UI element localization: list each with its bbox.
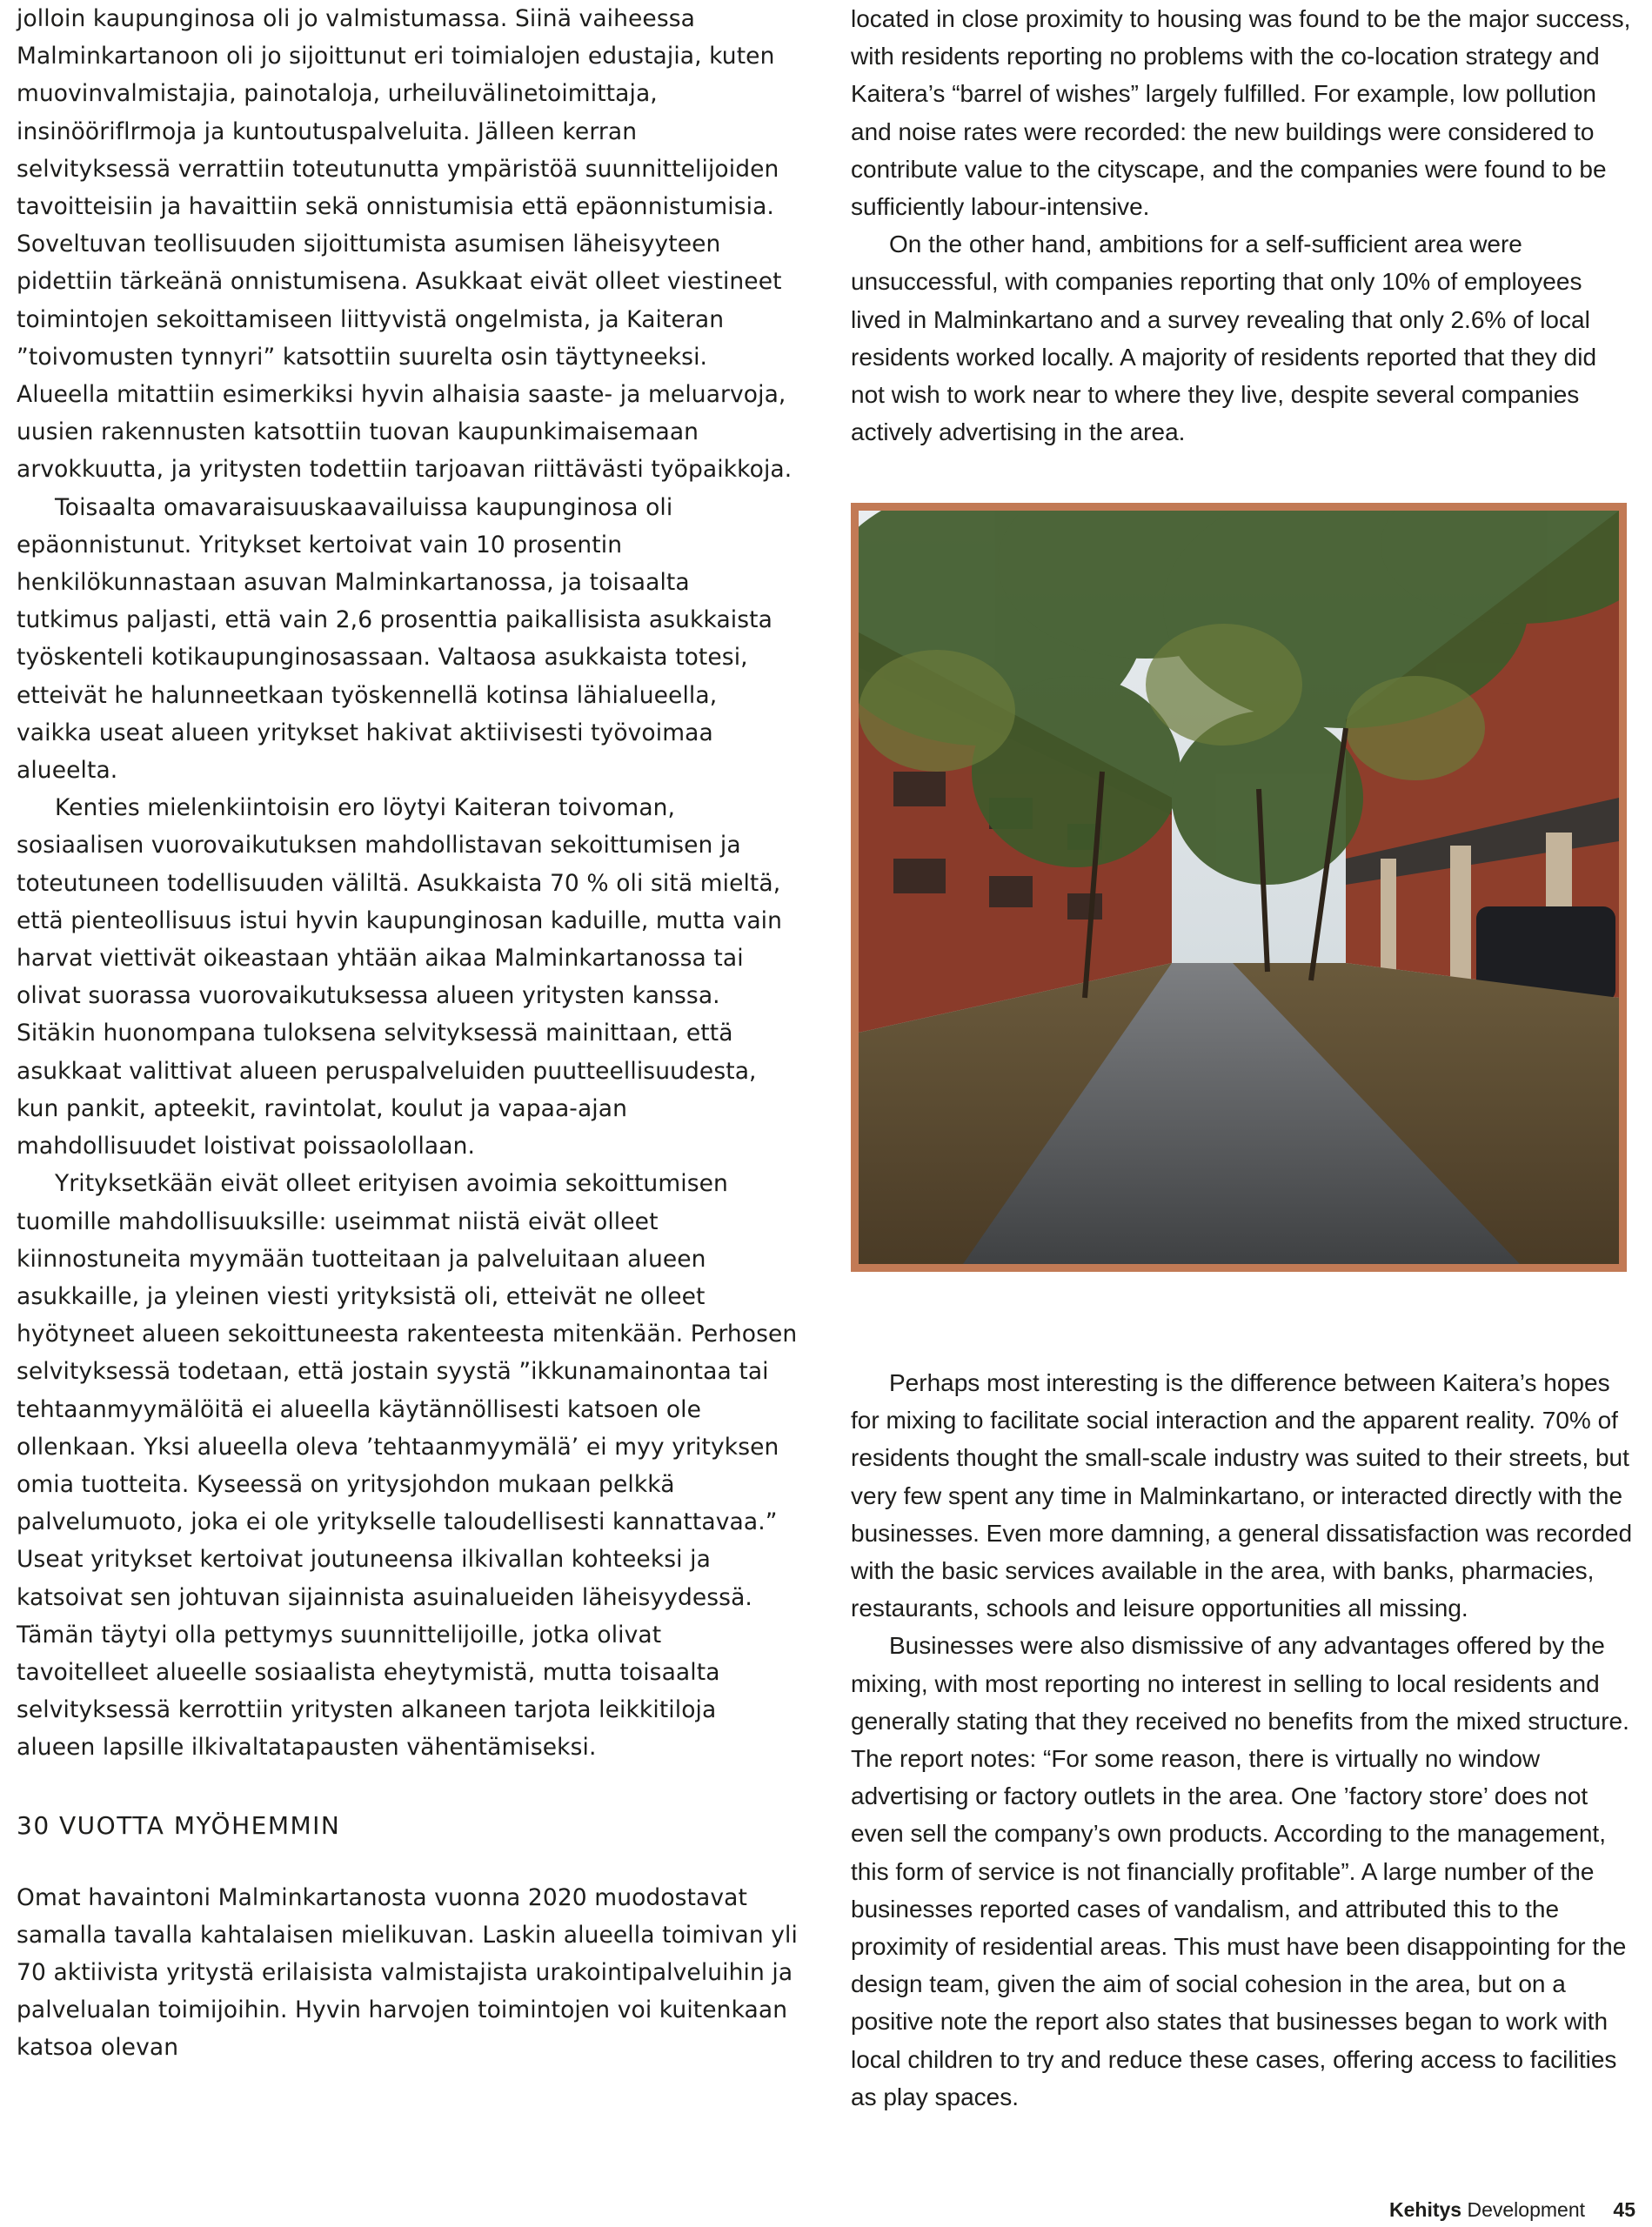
finnish-column	[17, 0, 798, 2067]
english-paragraph: On the other hand, ambitions for a self-sufficient area were unsuccessful, with companies reporting that only 10% of employees lived in Malminkartano and a survey revealing that only 2.6% of local residents worked locally. A majority of residents reported that they did not wish to work near to where they live, despite several companies actively advertising in the area.	[851, 231, 1597, 446]
finnish-paragraph: Kenties mielenkiintoisin ero löytyi Kaiteran toivoman, sosiaalisen vuorovaikutuksen mahdollistavan sekoittumisen ja toteutuneen todellisuuden väliltä. Asukkaista 70 % oli sitä mieltä, että pienteollisuus istui hyvin kaupunginosan kaduille, mutta vain harvat viettivät oikeastaan yhtään aikaa Malminkartanossa tai olivat suorassa vuorovaikutuksessa alueen yritysten kanssa. Sitäkin huonompana tuloksena selvityksessä mainittaan, että asukkaat valittivat alueen peruspalveluiden puutteellisuudesta, kun pankit, apteekit, ravintolat, koulut ja vapaa-ajan mahdollisuudet loistivat poissaolollaan.	[17, 794, 783, 1160]
english-paragraph: Businesses were also dismissive of any advantages offered by the mixing, with most reporting no interest in selling to local residents and generally stating that they received no benefits from the mixed structure. The report notes: “For some reason, there is virtually no window advertising or factory outlets in the area. One ’factory store’ does not even sell the company’s own products. According to the management, this form of service is not financially profitable”. A large number of the businesses reported cases of vandalism, and attributed this to the proximity of residential areas. This must have been disappointing for the design team, given the aim of social cohesion in the area, but on a positive note the report also states that businesses began to work with local children to try and reduce these cases, offering access to facilities as play spaces.	[851, 1632, 1629, 2110]
finnish-paragraph: Toisaalta omavaraisuuskaavailuissa kaupunginosa oli epäonnistunut. Yritykset kertoivat vain 10 prosentin henkilökunnastaan asuvan Malminkartanossa, ja toisaalta tutkimus paljasti, että vain 2,6 prosenttia paikallisista asukkaista työskenteli kotikaupunginosassaan. Valtaosa asukkaista totesi, etteivät he halunneetkaan työskennellä kotinsa lähialueella, vaikka useat alueen yritykset hakivat aktiivisesti työvoimaa alueelta.	[17, 493, 772, 785]
english-column-top	[851, 0, 1634, 451]
section-heading: 30 VUOTTA MYÖHEMMIN	[17, 1810, 341, 1840]
finnish-paragraph: Yrityksetkään eivät olleet erityisen avoimia sekoittumisen tuomille mahdollisuuksille: useimmat niistä eivät olleet kiinnostuneita myymään tuotteitaan ja palveluitaan alueen asukkaille, ja yleinen viesti yrityksistä oli, etteivät ne olleet hyötyneet alueen sekoittuneesta rakenteesta mitenkään. Perhosen selvityksessä todetaan, että jostain syystä ”ikkunamainontaa tai tehtaanmyymälöitä ei alueella käytännöllisesti katsoen ole ollenkaan. Yksi alueella oleva ’tehtaanmyymälä’ ei myy yrityksen omia tuotteita. Kyseessä on yritysjohdon mukaan pelkkä palvelumuoto, joka ei ole yritykselle taloudellisesti kannattavaa.” Useat yritykset kertoivat joutuneensa ilkivallan kohteeksi ja katsoivat sen johtuvan sijainnista asuinalueiden läheisyydessä. Tämän täytyi olla pettymys suunnittelijoille, jotka olivat tavoitelleet alueelle sosiaalista eheytymistä, mutta toisaalta selvityksessä kerrottiin yritysten alkaneen tarjota leikkitiloja alueen lapsille ilkivaltatapausten vähentämiseksi.	[17, 1170, 798, 1762]
finnish-paragraph: Omat havaintoni Malminkartanosta vuonna 2020 muodostavat samalla tavalla kahtalaisen mielikuvan. Laskin alueella toimivan yli 70 aktiivista yritystä erilaisista valmistajista urakointipalveluihin ja palvelualan toimijoihin. Hyvin harvojen toimintojen voi kuitenkaan katsoa olevan	[17, 1883, 798, 2062]
street-photo	[859, 511, 1619, 1264]
street-photo-frame	[851, 503, 1627, 1272]
english-column-bottom	[851, 1364, 1634, 2116]
finnish-paragraph: jolloin kaupunginosa oli jo valmistumassa. Siinä vaiheessa Malminkartanoon oli jo sijoittunut eri toimialojen edustajia, kuten muovinvalmistajia, painotaloja, urheiluvälinetoimittaja, insinööriflrmoja ja kuntoutuspalveluita. Jälleen kerran selvityksessä verrattiin toteutunutta ympäristöä suunnittelijoiden tavoitteisiin ja havaittiin sekä onnistumisia että epäonnistumisia. Soveltuvan teollisuuden sijoittumista asumisen läheisyyteen pidettiin tärkeänä onnistumisena. Asukkaat eivät olleet viestineet toimintojen sekoittamiseen liittyvistä ongelmista, ja Kaiteran ”toivomusten tynnyri” katsottiin suurelta osin täyttyneeksi. Alueella mitattiin esimerkiksi hyvin alhaisia saaste- ja meluarvoja, uusien rakennusten katsottiin tuovan kaupunkimaisemaan arvokkuutta, ja yritysten todettiin tarjoavan riittävästi työpaikkoja.	[17, 5, 793, 484]
english-paragraph: Perhaps most interesting is the difference between Kaitera’s hopes for mixing to facilitate social interaction and the apparent reality. 70% of residents thought the small-scale industry was suited to their streets, but very few spent any time in Malminkartano, or interacted directly with the businesses. Even more damning, a general dissatisfaction was recorded with the basic services available in the area, with banks, pharmacies, restaurants, schools and leisure opportunities all missing.	[851, 1369, 1633, 1622]
footer-magazine-finnish: Kehitys	[1389, 2198, 1462, 2221]
footer-magazine-english: Development	[1467, 2198, 1586, 2221]
page-number: 45	[1613, 2198, 1635, 2221]
page-footer	[1389, 2198, 1635, 2222]
english-paragraph: located in close proximity to housing was found to be the major success, with residents reporting no problems with the co-location strategy and Kaitera’s “barrel of wishes” largely fulfilled. For example, low pollution and noise rates were recorded: the new buildings were considered to contribute value to the cityscape, and the companies were found to be sufficiently labour-intensive.	[851, 5, 1631, 221]
